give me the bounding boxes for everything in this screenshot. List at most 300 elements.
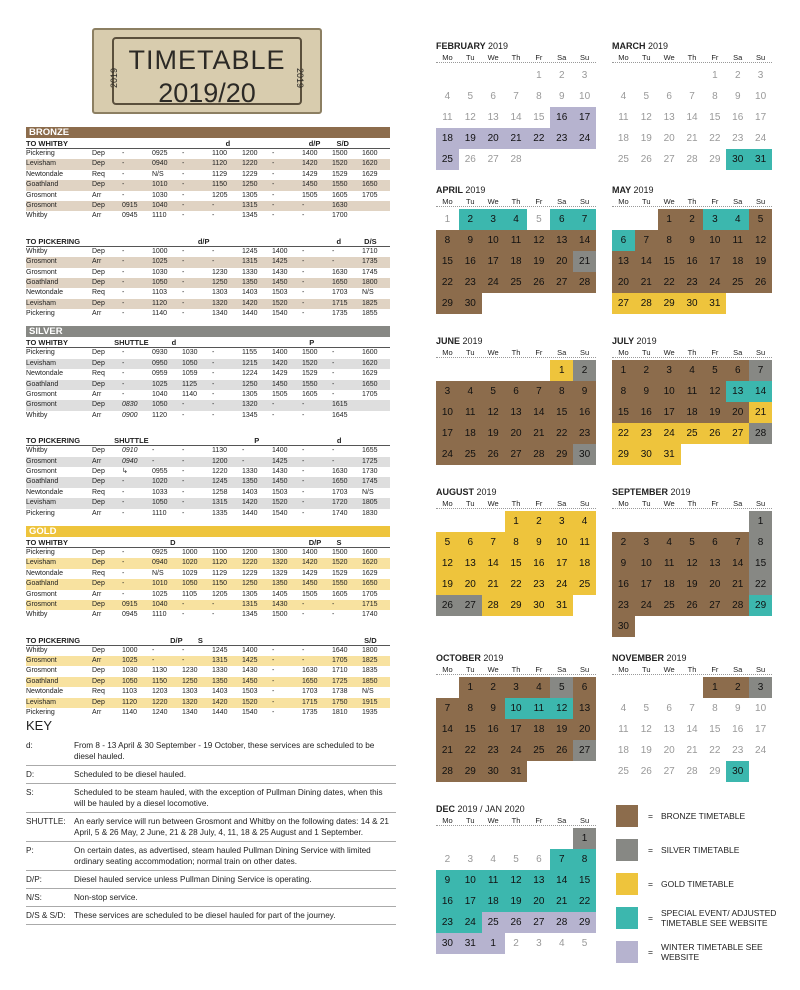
calendar-day-next-month: 5 bbox=[581, 938, 588, 949]
service-flag bbox=[254, 337, 282, 347]
calendar-day: 21 bbox=[635, 272, 658, 293]
calendar-day: 8 bbox=[712, 91, 718, 102]
service-flag bbox=[199, 435, 227, 445]
calendar-day: 23 bbox=[573, 423, 596, 444]
key-definition: These services are scheduled to be diesel hauled for part of the journey. bbox=[74, 911, 336, 920]
weekday-label: Mo bbox=[618, 665, 629, 674]
timetable-cell: Levisham bbox=[26, 160, 56, 168]
timetable-cell: - bbox=[182, 411, 185, 419]
calendar-day: 21 bbox=[726, 574, 749, 595]
calendar-day: 5 bbox=[643, 91, 650, 102]
calendar-day: 17 bbox=[755, 112, 767, 123]
timetable-cell: 1630 bbox=[332, 467, 348, 475]
timetable-cell: - bbox=[302, 467, 305, 475]
timetable-row bbox=[26, 201, 390, 211]
month-title bbox=[436, 184, 596, 196]
calendar-day: 6 bbox=[550, 209, 573, 230]
timetable-cell: 1110 bbox=[152, 509, 167, 517]
timetable-cell: Req bbox=[92, 488, 105, 496]
timetable-cell: 1025 bbox=[122, 657, 138, 665]
timetable-cell: Arr bbox=[92, 212, 102, 220]
calendar-day: 13 bbox=[663, 724, 675, 735]
calendar-day: 8 bbox=[550, 381, 573, 402]
month-may bbox=[612, 184, 772, 336]
calendar-day: 10 bbox=[505, 698, 528, 719]
legend-swatch bbox=[616, 839, 638, 861]
timetable-cell: - bbox=[302, 212, 305, 220]
calendar-day: 13 bbox=[550, 230, 573, 251]
weekday-label: Su bbox=[579, 499, 590, 508]
timetable-cell: 1850 bbox=[362, 677, 378, 685]
timetable-cell: Req bbox=[92, 370, 105, 378]
timetable-cell: Dep bbox=[92, 268, 105, 276]
weekday-label: Sa bbox=[557, 197, 567, 206]
calendar-day: 18 bbox=[658, 574, 681, 595]
service-flag: S/D bbox=[336, 139, 349, 148]
timetable-cell: - bbox=[272, 212, 275, 220]
calendar-day: 11 bbox=[681, 381, 704, 402]
month-name: AUGUST bbox=[436, 487, 474, 497]
timetable-cell: 1350 bbox=[212, 677, 228, 685]
calendar-day: 9 bbox=[635, 381, 658, 402]
calendar-day: 26 bbox=[681, 595, 704, 616]
timetable-cell: Pickering bbox=[26, 349, 55, 357]
calendar-day: 5 bbox=[749, 209, 772, 230]
timetable-cell: - bbox=[182, 646, 185, 654]
weekday-label: Mo bbox=[618, 53, 629, 62]
calendar-day: 22 bbox=[550, 423, 573, 444]
weekday-label: Th bbox=[687, 665, 697, 674]
timetable-cell: 1245 bbox=[212, 478, 228, 486]
timetable-cell: - bbox=[122, 370, 125, 378]
weekday-label: Fr bbox=[535, 197, 543, 206]
timetable-cell: 1825 bbox=[362, 299, 378, 307]
timetable-row bbox=[26, 467, 390, 477]
month-november bbox=[612, 652, 772, 804]
calendar-day: 2 bbox=[482, 677, 505, 698]
timetable-cell: - bbox=[182, 278, 185, 286]
calendar-day: 2 bbox=[459, 209, 482, 230]
timetable-cell: 1120 bbox=[122, 698, 138, 706]
timetable-cell: 1855 bbox=[362, 310, 378, 318]
timetable-cell: - bbox=[302, 657, 305, 665]
calendar-day: 12 bbox=[464, 112, 476, 123]
timetable-cell: Arr bbox=[92, 509, 102, 517]
key-definition: Non-stop service. bbox=[74, 893, 138, 902]
timetable-cell: 1040 bbox=[152, 600, 168, 608]
timetable-cell: 1630 bbox=[302, 667, 318, 675]
calendar-day: 9 bbox=[436, 870, 459, 891]
timetable-row bbox=[26, 348, 390, 358]
calendar-day: 6 bbox=[666, 91, 672, 102]
timetable-row bbox=[26, 180, 390, 190]
calendar-day: 22 bbox=[459, 740, 482, 761]
calendar-day: 21 bbox=[436, 740, 459, 761]
month-dec bbox=[436, 803, 596, 955]
calendar-day: 27 bbox=[612, 293, 635, 314]
month-day-grid bbox=[436, 209, 596, 336]
timetable-cell: 1505 bbox=[302, 191, 318, 199]
direction-label: TO PICKERING bbox=[26, 436, 81, 446]
month-year: 2019 bbox=[462, 336, 483, 346]
weekday-label: Tu bbox=[642, 197, 651, 206]
direction-label: TO PICKERING bbox=[26, 236, 81, 246]
month-year: 2019 bbox=[483, 653, 504, 663]
timetable-cell: 1650 bbox=[362, 580, 378, 588]
timetable-cell: Goathland bbox=[26, 677, 59, 685]
timetable-cell: - bbox=[302, 278, 305, 286]
calendar-day: 30 bbox=[612, 616, 635, 637]
timetable-cell: Pickering bbox=[26, 509, 55, 517]
calendar-day: 20 bbox=[703, 574, 726, 595]
timetable-cell: Pickering bbox=[26, 709, 55, 717]
calendar-day: 20 bbox=[663, 133, 675, 144]
timetable-cell: - bbox=[302, 401, 305, 409]
timetable-cell: 1329 bbox=[272, 569, 288, 577]
timetable-cell: - bbox=[332, 247, 335, 255]
timetable-cell: - bbox=[212, 611, 215, 619]
timetable-cell: 1305 bbox=[242, 590, 258, 598]
month-march bbox=[612, 40, 772, 192]
calendar-day: 16 bbox=[550, 107, 573, 128]
timetable-cell: 1345 bbox=[242, 212, 258, 220]
timetable-cell: 1420 bbox=[212, 698, 228, 706]
month-day-grid bbox=[612, 209, 772, 336]
calendar-day: 19 bbox=[749, 251, 772, 272]
weekday-label: Su bbox=[579, 53, 590, 62]
key-definition: Scheduled to be diesel hauled. bbox=[74, 770, 186, 779]
key-section bbox=[26, 720, 396, 925]
calendar-day: 19 bbox=[681, 574, 704, 595]
timetable-cell: 1745 bbox=[362, 478, 378, 486]
timetable-cell: - bbox=[272, 401, 275, 409]
timetable-cell: - bbox=[212, 212, 215, 220]
calendar-day: 7 bbox=[689, 703, 695, 714]
timetable-section-gold: GOLD bbox=[26, 526, 390, 537]
service-flag bbox=[198, 138, 226, 148]
calendar-day: 20 bbox=[459, 574, 482, 595]
weekday-header bbox=[436, 815, 596, 826]
timetable-cell: 1400 bbox=[302, 150, 318, 157]
key-term: S: bbox=[26, 788, 34, 797]
timetable-cell: 0900 bbox=[122, 411, 138, 419]
timetable-cell: 1630 bbox=[332, 201, 348, 209]
calendar-day: 26 bbox=[482, 444, 505, 465]
calendar-day: 20 bbox=[482, 128, 505, 149]
timetable-cell: - bbox=[182, 201, 185, 209]
weekday-header bbox=[436, 52, 596, 63]
month-october bbox=[436, 652, 596, 804]
month-july bbox=[612, 335, 772, 487]
timetable-cell: 1020 bbox=[182, 559, 198, 567]
timetable-cell: - bbox=[122, 548, 125, 556]
calendar-day: 26 bbox=[703, 423, 726, 444]
timetable-cell: Pickering bbox=[26, 548, 55, 556]
timetable-cell: - bbox=[212, 201, 215, 209]
calendar-day: 14 bbox=[510, 112, 522, 123]
calendar-day: 10 bbox=[658, 381, 681, 402]
timetable-cell: Dep bbox=[92, 580, 105, 588]
calendar-day: 28 bbox=[686, 766, 698, 777]
month-day-grid bbox=[436, 828, 596, 955]
timetable-cell: - bbox=[122, 580, 125, 588]
weekday-label: Mo bbox=[442, 53, 453, 62]
weekday-label: We bbox=[487, 348, 499, 357]
timetable-cell: - bbox=[212, 247, 215, 255]
calendar-day: 3 bbox=[482, 209, 505, 230]
calendar-day: 15 bbox=[709, 112, 721, 123]
timetable-cell: 1605 bbox=[332, 191, 348, 199]
calendar-day: 15 bbox=[505, 553, 528, 574]
calendar-day: 20 bbox=[726, 402, 749, 423]
timetable-cell: Arr bbox=[92, 590, 102, 598]
timetable-cell: Dep bbox=[92, 467, 105, 475]
timetable-cell: 1629 bbox=[362, 170, 378, 178]
timetable-cell: 0925 bbox=[152, 150, 168, 157]
calendar-day: 17 bbox=[459, 891, 482, 912]
weekday-label: Th bbox=[687, 53, 697, 62]
timetable-row bbox=[26, 666, 390, 676]
timetable-row bbox=[26, 159, 390, 169]
weekday-label: Th bbox=[511, 665, 521, 674]
timetable-cell: 1503 bbox=[272, 488, 288, 496]
timetable-cell: - bbox=[302, 478, 305, 486]
calendar-day: 18 bbox=[573, 553, 596, 574]
timetable-cell: - bbox=[272, 709, 275, 717]
timetable-cell: - bbox=[302, 499, 305, 507]
calendar-day: 10 bbox=[459, 870, 482, 891]
calendar-day: 28 bbox=[550, 912, 573, 933]
timetable-cell: - bbox=[242, 457, 245, 465]
month-name: MARCH bbox=[612, 41, 646, 51]
calendar-day: 24 bbox=[703, 272, 726, 293]
timetable-cell: 1100 bbox=[212, 150, 228, 157]
calendar-day: 5 bbox=[703, 360, 726, 381]
month-name: SEPTEMBER bbox=[612, 487, 669, 497]
service-flag bbox=[282, 337, 310, 347]
weekday-header bbox=[612, 347, 772, 358]
calendar-day: 21 bbox=[686, 745, 698, 756]
calendar-day: 26 bbox=[550, 740, 573, 761]
calendar-day: 6 bbox=[536, 854, 542, 865]
timetable-cell: - bbox=[122, 559, 125, 567]
legend-equals: = bbox=[648, 879, 653, 889]
calendar-day: 12 bbox=[703, 381, 726, 402]
month-name: NOVEMBER bbox=[612, 653, 665, 663]
timetable-cell: 1740 bbox=[362, 611, 378, 619]
timetable-cell: 1615 bbox=[332, 401, 348, 409]
timetable-section-bronze: BRONZE bbox=[26, 127, 390, 138]
calendar-day: 5 bbox=[467, 91, 474, 102]
key-term: D/S & S/D: bbox=[26, 911, 66, 920]
calendar-day: 4 bbox=[658, 532, 681, 553]
weekday-label: Tu bbox=[466, 499, 475, 508]
calendar-day: 7 bbox=[513, 91, 519, 102]
calendar-day: 16 bbox=[527, 553, 550, 574]
timetable-cell: - bbox=[332, 600, 335, 608]
timetable-cell: Grosmont bbox=[26, 258, 57, 266]
timetable-row bbox=[26, 288, 390, 298]
key-list bbox=[26, 737, 396, 925]
service-flag: d/P bbox=[197, 236, 210, 246]
legend-equals: = bbox=[648, 811, 653, 821]
timetable-cell: Req bbox=[92, 170, 105, 178]
calendar-day: 28 bbox=[573, 272, 596, 293]
timetable-cell: - bbox=[302, 509, 305, 517]
calendar-day: 23 bbox=[527, 574, 550, 595]
timetable-cell: 1330 bbox=[242, 467, 258, 475]
calendar-day: 6 bbox=[666, 703, 672, 714]
timetable-cell: 1703 bbox=[332, 289, 348, 297]
service-flag bbox=[170, 236, 198, 246]
service-flag: S/D bbox=[364, 635, 377, 645]
timetable-cell: 1250 bbox=[182, 677, 198, 685]
calendar-day: 3 bbox=[550, 511, 573, 532]
key-definition: Scheduled to be steam hauled, with the exception of Pullman Dining dates, when this will be hauled by a diesel locomotive. bbox=[74, 788, 383, 808]
timetable-cell: 1520 bbox=[272, 499, 288, 507]
timetable-cell: Arr bbox=[92, 457, 102, 465]
calendar-day: 23 bbox=[681, 272, 704, 293]
calendar-day: 13 bbox=[505, 402, 528, 423]
timetable-cell: 1705 bbox=[362, 391, 378, 399]
timetable-cell: 1229 bbox=[242, 170, 258, 178]
timetable-cell: - bbox=[122, 349, 125, 357]
timetable-cell: 1440 bbox=[242, 509, 258, 517]
timetable-cell: 1429 bbox=[302, 569, 318, 577]
calendar-day: 11 bbox=[618, 112, 629, 123]
timetable-cell: 1529 bbox=[302, 370, 318, 378]
key-title: KEY bbox=[26, 718, 53, 733]
timetable-cell: - bbox=[272, 160, 275, 168]
timetable-cell: - bbox=[302, 600, 305, 608]
timetable-cell: 1305 bbox=[242, 191, 258, 199]
calendar-day: 20 bbox=[663, 745, 675, 756]
calendar-day: 30 bbox=[482, 761, 505, 782]
service-flag bbox=[170, 138, 198, 148]
weekday-label: We bbox=[663, 53, 675, 62]
timetable-cell: 1529 bbox=[332, 569, 348, 577]
timetable-cell: Pickering bbox=[26, 310, 55, 318]
key-definition: An early service will run between Grosmont and Whitby on the following dates: 14 & 21 April, 5 & 26 May, 2 June, 21 & 28 July, 4, 11, 18 & 25 August and 1 September. bbox=[74, 817, 389, 837]
calendar-day: 27 bbox=[663, 154, 675, 165]
calendar-day: 3 bbox=[658, 360, 681, 381]
timetable-cell: - bbox=[302, 646, 305, 654]
calendar-day: 13 bbox=[487, 112, 499, 123]
service-flag bbox=[115, 138, 143, 148]
calendar-day: 15 bbox=[550, 402, 573, 423]
timetable-cell: Dep bbox=[92, 401, 105, 409]
timetable-cell: 1629 bbox=[362, 370, 378, 378]
month-title bbox=[436, 40, 596, 52]
month-year: 2019 bbox=[648, 41, 669, 51]
calendar-day: 12 bbox=[527, 230, 550, 251]
timetable-cell: 1400 bbox=[242, 646, 258, 654]
calendar-day: 22 bbox=[612, 423, 635, 444]
timetable-cell: 1425 bbox=[242, 657, 258, 665]
calendar-day: 30 bbox=[726, 761, 749, 782]
legend-item bbox=[616, 836, 786, 864]
timetable-ticket-logo bbox=[92, 28, 322, 114]
timetable-section-silver: SILVER bbox=[26, 326, 390, 337]
month-day-grid bbox=[436, 677, 596, 804]
timetable-cell: Arr bbox=[92, 391, 102, 399]
weekday-label: Fr bbox=[535, 348, 543, 357]
timetable-cell: 1520 bbox=[332, 559, 348, 567]
timetable-cell: 1200 bbox=[212, 457, 228, 465]
calendar-day: 7 bbox=[749, 360, 772, 381]
key-term: N/S: bbox=[26, 893, 42, 902]
calendar-day: 22 bbox=[573, 891, 596, 912]
calendar-day: 5 bbox=[436, 532, 459, 553]
weekday-label: Tu bbox=[466, 665, 475, 674]
service-flag bbox=[281, 537, 309, 547]
timetable-cell: Dep bbox=[92, 667, 105, 675]
timetable-cell: 1645 bbox=[332, 411, 348, 419]
timetable-cell: 1025 bbox=[152, 380, 168, 388]
weekday-label: Th bbox=[511, 348, 521, 357]
weekday-header bbox=[436, 347, 596, 358]
calendar-day: 30 bbox=[459, 293, 482, 314]
calendar-day: 29 bbox=[550, 444, 573, 465]
section-spacer bbox=[26, 319, 390, 325]
calendar-day: 1 bbox=[712, 70, 718, 81]
timetable-cell: Dep bbox=[92, 247, 105, 255]
timetable-cell: - bbox=[122, 380, 125, 388]
service-flag bbox=[144, 435, 172, 445]
calendar-day: 21 bbox=[482, 574, 505, 595]
timetable-cell: Dep bbox=[92, 698, 105, 706]
timetable-cell: - bbox=[332, 380, 335, 388]
calendar-day: 8 bbox=[573, 849, 596, 870]
calendar-day: 4 bbox=[505, 209, 528, 230]
calendar-day: 20 bbox=[527, 891, 550, 912]
calendar-day: 15 bbox=[459, 719, 482, 740]
timetable-cell: 1030 bbox=[152, 268, 168, 276]
timetable-cell: 0910 bbox=[122, 447, 138, 455]
timetable-cell: - bbox=[302, 411, 305, 419]
timetable-cell: 1220 bbox=[152, 698, 168, 706]
direction-label: TO WHITBY bbox=[26, 139, 68, 148]
calendar-day: 22 bbox=[505, 574, 528, 595]
month-year: 2019 bbox=[488, 41, 509, 51]
timetable-cell: 1440 bbox=[212, 709, 228, 717]
timetable-cell: 1205 bbox=[212, 590, 228, 598]
key-term: SHUTTLE: bbox=[26, 817, 66, 826]
month-year: 2019 bbox=[465, 185, 486, 195]
timetable-cell: 1703 bbox=[302, 688, 318, 696]
direction-header bbox=[26, 236, 390, 247]
timetable-cell: 1050 bbox=[182, 359, 198, 367]
service-flag: D/S bbox=[364, 236, 377, 246]
month-name: JULY bbox=[612, 336, 635, 346]
key-term: D/P: bbox=[26, 875, 42, 884]
timetable-cell: - bbox=[182, 509, 185, 517]
weekday-label: Mo bbox=[618, 499, 629, 508]
timetable-cell: 1000 bbox=[182, 548, 198, 556]
timetable-cell: 1320 bbox=[212, 299, 228, 307]
calendar-day: 24 bbox=[573, 128, 596, 149]
calendar-day: 4 bbox=[444, 91, 451, 102]
weekday-label: We bbox=[663, 197, 675, 206]
legend-swatch bbox=[616, 805, 638, 827]
timetable-cell: - bbox=[122, 569, 125, 577]
timetable-row bbox=[26, 477, 390, 487]
calendar-day: 17 bbox=[635, 574, 658, 595]
timetable-row bbox=[26, 211, 390, 221]
month-year: 2019 bbox=[670, 487, 691, 497]
calendar-day: 29 bbox=[709, 766, 721, 777]
service-flag bbox=[227, 337, 255, 347]
